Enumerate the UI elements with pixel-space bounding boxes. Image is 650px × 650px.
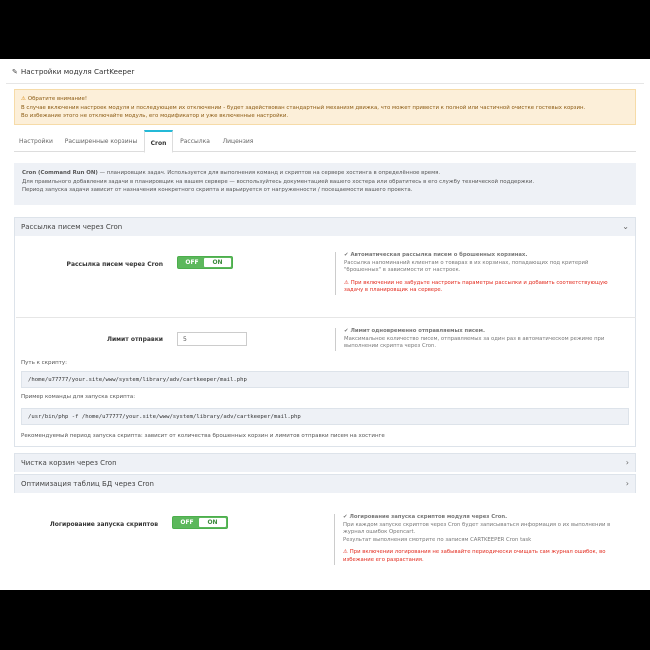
mail-help-title: Автоматическая рассылка писем о брошенных корзинах. bbox=[350, 252, 528, 258]
tab-mailing[interactable]: Рассылка bbox=[180, 138, 210, 145]
cron-info-box bbox=[14, 163, 636, 205]
section-clean-header[interactable] bbox=[15, 454, 635, 472]
mail-toggle-label: Рассылка писем через Cron bbox=[66, 261, 163, 268]
section-mail-cron bbox=[14, 217, 636, 447]
limit-help bbox=[335, 328, 625, 351]
tab-license[interactable]: Лицензия bbox=[222, 138, 254, 145]
alert-line-2: Во избежание этого не отключайте модуль, его модификатор и уже включенные настройки. bbox=[21, 113, 289, 120]
chevron-down-icon[interactable]: ⌄ bbox=[622, 222, 629, 231]
chevron-right-icon[interactable]: › bbox=[625, 479, 629, 488]
limit-label: Лимит отправки bbox=[106, 336, 163, 343]
module-settings-page bbox=[0, 59, 650, 590]
toggle-on[interactable]: ON bbox=[199, 518, 226, 527]
pencil-icon: ✎ bbox=[12, 68, 18, 76]
section-mail-title: Рассылка писем через Cron bbox=[21, 223, 123, 231]
mail-help-text: Рассылка напоминаний клиентам о товарах в их корзинах, попадающих под критерий "брошенных" в зависимости от настроек. bbox=[344, 259, 589, 274]
warning-alert bbox=[14, 89, 636, 125]
panel-heading bbox=[6, 59, 644, 84]
logging-help bbox=[334, 514, 624, 565]
section-clean-cron[interactable] bbox=[14, 453, 636, 472]
mail-help bbox=[335, 252, 625, 295]
tab-settings[interactable]: Настройки bbox=[19, 138, 53, 145]
logging-help-text-1: При каждом запуске скриптов через Cron будет записываться информация о их выполнении в журнал ошибок Opencart. bbox=[343, 521, 611, 536]
divider bbox=[16, 317, 636, 318]
check-icon: ✔ bbox=[343, 514, 348, 520]
limit-input[interactable]: 5 bbox=[177, 332, 247, 346]
section-mail-header[interactable] bbox=[15, 218, 635, 236]
settings-tabs bbox=[14, 130, 636, 152]
warning-icon: ⚠ bbox=[344, 279, 349, 286]
cmd-box[interactable]: /usr/bin/php -f /home/u77777/your.site/www/system/library/adv/cartkeeper/mail.php bbox=[21, 408, 629, 425]
limit-help-text: Максимальное количество писем, отправляемых за один раз в автоматическом режиме при выполнении скрипта через Cron. bbox=[344, 335, 605, 350]
page-title: Настройки модуля CartKeeper bbox=[20, 67, 135, 76]
tab-extended-carts[interactable]: Расширенные корзины bbox=[64, 138, 138, 145]
alert-title: Обратите внимание! bbox=[27, 96, 88, 102]
logging-toggle[interactable] bbox=[172, 516, 228, 529]
path-box[interactable]: /home/u77777/your.site/www/system/library/adv/cartkeeper/mail.php bbox=[21, 371, 629, 388]
check-icon: ✔ bbox=[344, 252, 349, 258]
tab-cron[interactable]: Cron bbox=[144, 130, 173, 153]
logging-label: Логирование запуска скриптов bbox=[49, 521, 158, 528]
warning-icon: ⚠ bbox=[21, 96, 26, 102]
path-label: Путь к скрипту: bbox=[21, 360, 67, 366]
section-optimize-title: Оптимизация таблиц БД через Cron bbox=[21, 480, 154, 488]
limit-help-title: Лимит одновременно отправляемых писем. bbox=[350, 328, 485, 334]
toggle-off[interactable]: OFF bbox=[180, 519, 194, 526]
cmd-label: Пример команды для запуска скрипта: bbox=[21, 394, 136, 400]
logging-help-text-2: Результат выполнения смотрите по записям CARTKEEPER Cron task bbox=[343, 536, 532, 543]
chevron-right-icon[interactable]: › bbox=[625, 458, 629, 467]
toggle-off[interactable]: OFF bbox=[185, 259, 199, 266]
warning-icon: ⚠ bbox=[343, 549, 348, 556]
logging-help-warn: При включении логирования не забывайте периодически очищать сам журнал ошибок, во избежание его разрастания. bbox=[343, 549, 606, 563]
alert-line-1: В случае включения настроек модуля и последующем их отключении - будет задействован стандартный механизм движка, что может привести к полной или частичной очистке гостевых корзин. bbox=[21, 104, 586, 111]
check-icon: ✔ bbox=[344, 328, 349, 334]
toggle-on[interactable]: ON bbox=[204, 258, 231, 267]
info-line-3: Период запуска задачи зависит от назначения конкретного скрипта и варьируется от нагруженности / посещаемости вашего проекта. bbox=[22, 187, 413, 194]
info-bold: Cron (Command Run ON) bbox=[22, 170, 98, 176]
period-text: Рекомендуемый период запуска скрипта: зависит от количества брошенных корзин и лимитов отправки писем на хостинге bbox=[21, 433, 385, 439]
section-optimize-header[interactable] bbox=[15, 475, 635, 493]
info-line-2: Для правильного добавления задачи в планировщик на вашем сервере — воспользуйтесь документацией вашего хостера или обратитесь в его службу технической поддержки. bbox=[22, 178, 535, 185]
section-clean-title: Чистка корзин через Cron bbox=[21, 459, 117, 467]
info-line-1: — планировщик задач. Используется для выполнения команд и скриптов на сервере хостинга в определённое время. bbox=[97, 170, 441, 176]
mail-help-warn: При включении не забудьте настроить параметры рассылки и добавить соответствующую задачу в планировщик на сервере. bbox=[344, 279, 608, 294]
logging-help-title: Логирование запуска скриптов модуля через Cron. bbox=[349, 514, 508, 520]
section-optimize-cron[interactable] bbox=[14, 474, 636, 493]
mail-cron-toggle[interactable] bbox=[177, 256, 233, 269]
